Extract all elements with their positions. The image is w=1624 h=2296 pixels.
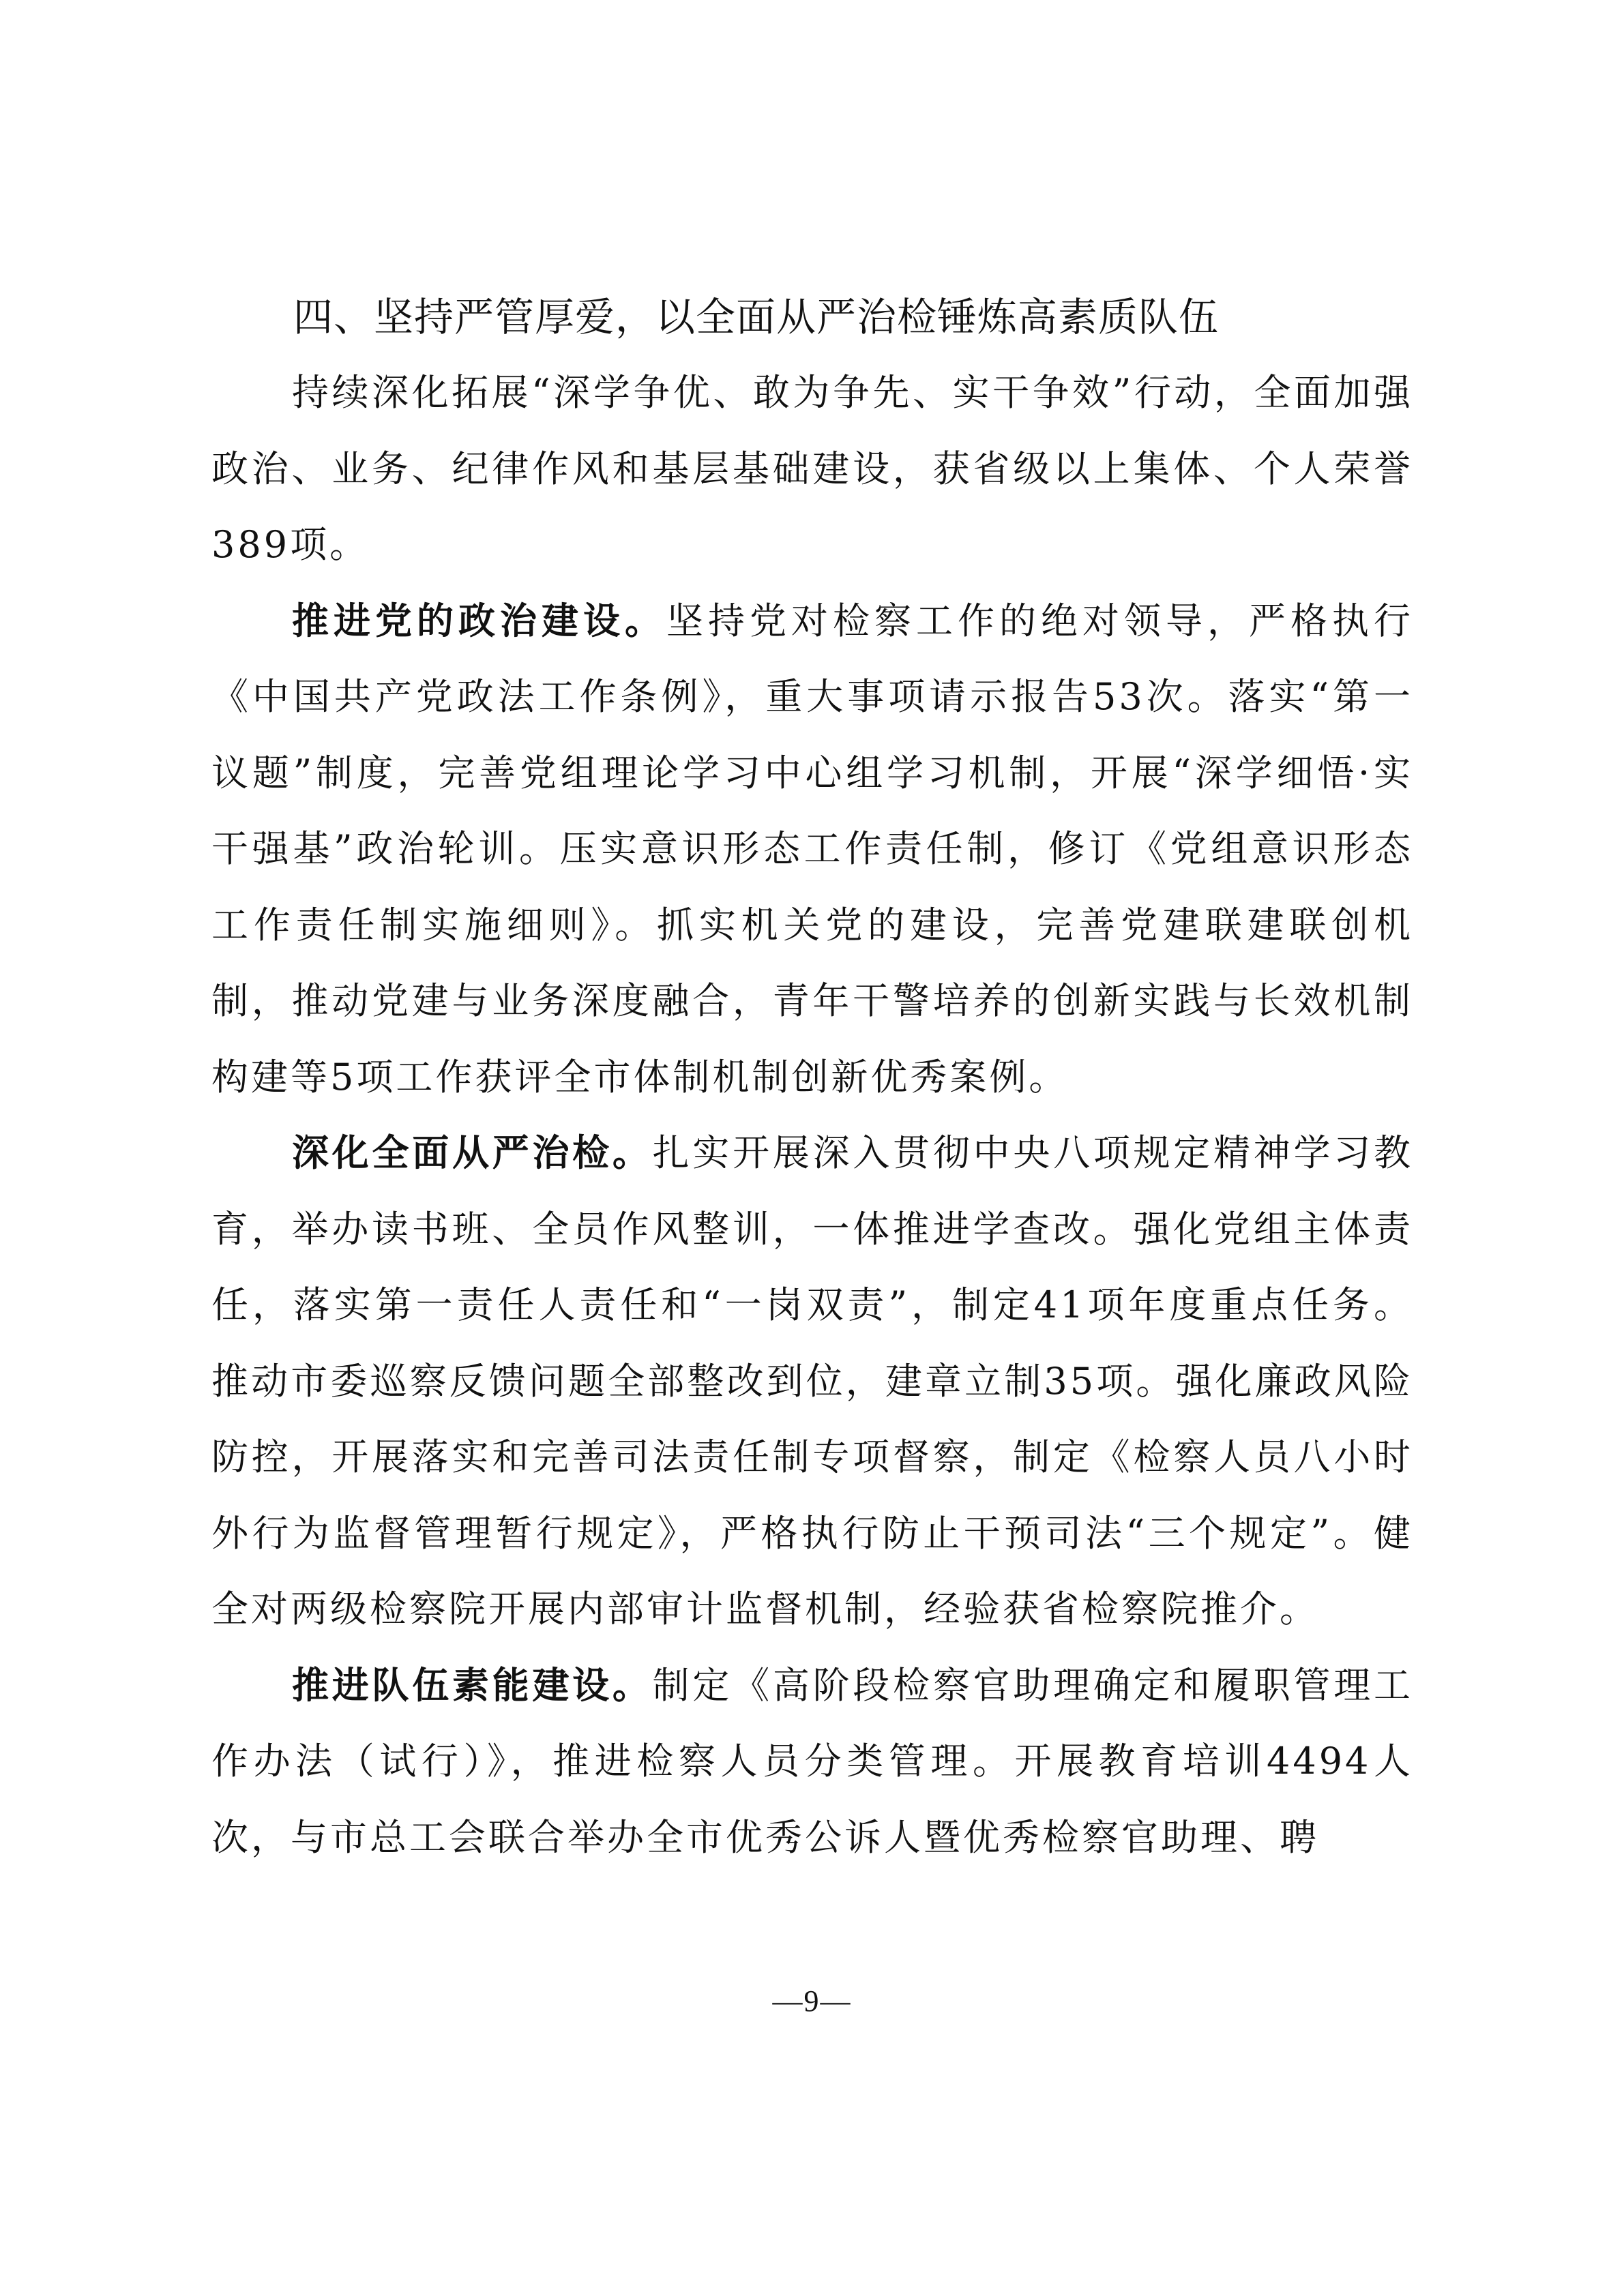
section-heading: 四、坚持严管厚爱，以全面从严治检锤炼高素质队伍 xyxy=(293,294,1220,340)
page-number: —9— xyxy=(772,1984,852,2018)
paragraph-team-capability xyxy=(211,1648,1413,1876)
paragraph-lead: 推进队伍素能建设。 xyxy=(292,1663,653,1707)
paragraph-political-building xyxy=(211,583,1413,1116)
paragraph-intro xyxy=(211,355,1413,583)
paragraph-text: 持续深化拓展“深学争优、敢为争先、实干争效”行动，全面加强政治、业务、纪律作风和基层基础建设，获省级以上集体、个人荣誉389项。 xyxy=(211,371,1413,566)
paragraph-lead: 深化全面从严治检。 xyxy=(292,1131,653,1174)
paragraph-strict-governance xyxy=(211,1115,1413,1648)
document-body xyxy=(211,280,1413,1875)
paragraph-text: 扎实开展深入贯彻中央八项规定精神学习教育，举办读书班、全员作风整训，一体推进学查改。强化党组主体责任，落实第一责任人责任和“一岗双责”，制定41项年度重点任务。推动市委巡察反馈问题全部整改到位，建章立制35项。强化廉政风险防控，开展落实和完善司法责任制专项督察，制定《检察人员八小时外行为监督管理暂行规定》，严格执行防止干预司法“三个规定”。健全对两级检察院开展内部审计监督机制，经验获省检察院推介。 xyxy=(211,1131,1414,1630)
paragraph-text: 坚持党对检察工作的绝对领导，严格执行《中国共产党政法工作条例》，重大事项请示报告53次。落实“第一议题”制度，完善党组理论学习中心组学习机制，开展“深学细悟·实干强基”政治轮训。压实意识形态工作责任制，修订《党组意识形态工作责任制实施细则》。抓实机关党的建设，完善党建联建联创机制，推动党建与业务深度融合，青年干警培养的创新实践与长效机制构建等5项工作获评全市体制机制创新优秀案例。 xyxy=(211,599,1413,1099)
paragraph-lead: 推进党的政治建设。 xyxy=(292,598,666,642)
paragraph-text: 制定《高阶段检察官助理确定和履职管理工作办法（试行）》，推进检察人员分类管理。开展教育培训4494人次，与市总工会联合举办全市优秀公诉人暨优秀检察官助理、聘 xyxy=(211,1663,1414,1859)
